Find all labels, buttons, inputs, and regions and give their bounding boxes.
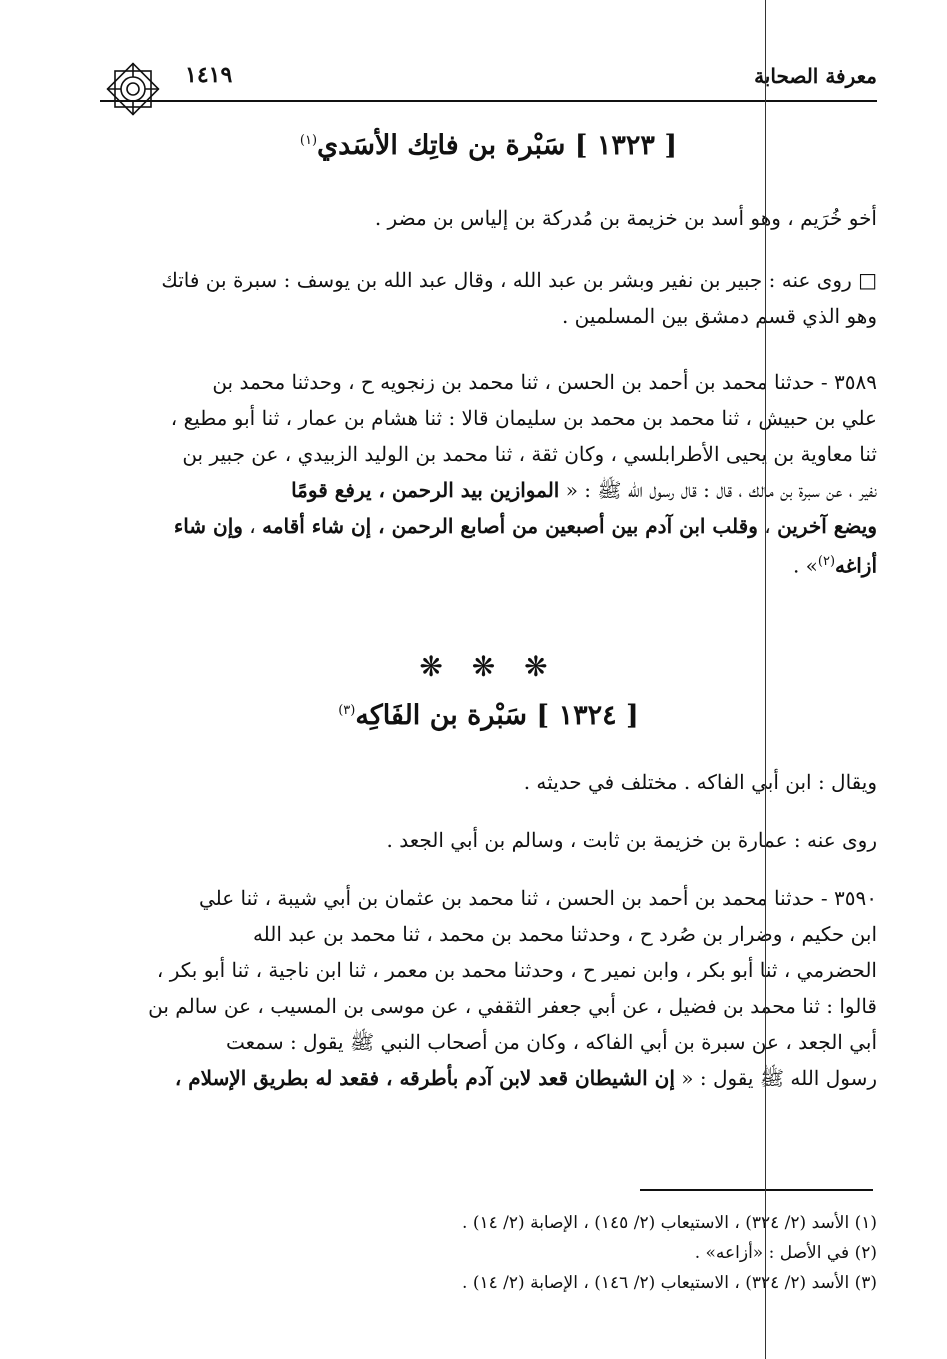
footnote-ref: (٣): [338, 703, 356, 718]
narrators-paragraph: [107, 822, 877, 858]
text-line: [107, 508, 877, 544]
section-separator: ❋ ❋ ❋: [419, 650, 558, 683]
text-span: ،: [757, 514, 778, 538]
hadith-text: أزاغه: [835, 553, 877, 578]
running-title: معرفة الصحابة: [754, 64, 877, 88]
footnote-2: (٢) في الأصل : «أزاعه» .: [694, 1243, 877, 1263]
text-line: وهو الذي قسم دمشق بين المسلمين .: [561, 304, 877, 328]
text-line: □ روى عنه : جبير بن نفير وبشر بن عبد الله ، وقال عبد الله بن يوسف : سبرة بن فاتك: [161, 268, 877, 292]
text-line: أبي الجعد ، عن سبرة بن أبي الفاكه ، وكان من أصحاب النبي ﷺ يقول : سمعت: [226, 1030, 877, 1054]
entry-title: [ ١٣٢٣ ] سَبْرة بن فاتِك الأسَدي: [317, 130, 678, 161]
text-line: [107, 1060, 877, 1096]
header-rule: [100, 100, 877, 102]
footnote-1: (١) الأسد (٢/ ٣٢٤) ، الاستيعاب (٢/ ١٤٥) ، الإصابة (٢/ ١٤) .: [462, 1213, 877, 1233]
hadith-3589: [107, 364, 877, 584]
scan-fold-line: [765, 0, 766, 1359]
entry-heading-1323: [100, 130, 877, 161]
hadith-3590: [107, 880, 877, 1096]
entry-heading-1324: [100, 700, 877, 731]
text-span: رسول الله ﷺ يقول : «: [674, 1066, 877, 1090]
hadith-text: وقلب ابن آدم بين أصبعين من أصابع الرحمن ، إن شاء أقامه: [262, 514, 758, 538]
footnote-rule: [640, 1189, 873, 1191]
text-span: نفير ، عن سبرة بن مالك ، قال : قال رسول الله ﷺ : «: [559, 478, 877, 502]
text-line: روى عنه : عمارة بن خزيمة بن ثابت ، وسالم بن أبي الجعد .: [386, 828, 877, 852]
text-line: ثنا معاوية بن يحيى الأطرابلسي ، وكان ثقة ، ثنا محمد بن الوليد الزبيدي ، عن جبير بن: [182, 442, 877, 466]
ornament-icon: [103, 59, 163, 119]
hadith-text: ويضع آخرين: [777, 514, 877, 538]
text-line: [107, 544, 877, 584]
text-line: أخو خُرَيم ، وهو أسد بن خزيمة بن مُدركة بن إلياس بن مضر .: [374, 206, 877, 230]
text-span: » .: [792, 553, 818, 578]
narrators-paragraph: [107, 262, 877, 334]
page-number: ١٤١٩: [185, 62, 233, 88]
text-line: ٣٥٩٠ - حدثنا محمد بن أحمد بن الحسن ، ثنا محمد بن عثمان بن أبي شيبة ، ثنا علي: [198, 886, 877, 910]
footnote-3: (٣) الأسد (٢/ ٣٢٤) ، الاستيعاب (٢/ ١٤٦) ، الإصابة (٢/ ١٤) .: [462, 1273, 877, 1293]
text-line: علي بن حبيش ، ثنا محمد بن محمد بن سليمان قالا : ثنا هشام بن عمار ، ثنا أبو مطيع ،: [170, 406, 877, 430]
text-span: ،: [242, 514, 263, 538]
entry-intro: [107, 764, 877, 800]
footnote-ref: (١): [299, 133, 318, 148]
text-line: ويقال : ابن أبي الفاكه . مختلف في حديثه .: [523, 770, 877, 794]
text-line: قالوا : ثنا محمد بن فضيل ، عن أبي جعفر الثقفي ، عن موسى بن المسيب ، عن سالم بن: [148, 994, 877, 1018]
hadith-text: إن الشيطان قعد لابن آدم بأطرقه ، فقعد له بطريق الإسلام ،: [174, 1066, 675, 1090]
page-header: [100, 58, 877, 94]
entry-intro: [107, 200, 877, 236]
text-line: ابن حكيم ، وضرار بن صُرد ح ، وحدثنا محمد بن محمد ، ثنا محمد بن عبد الله: [252, 922, 877, 946]
text-line: [107, 472, 877, 508]
entry-title: [ ١٣٢٤ ] سَبْرة بن الفَاكِه: [355, 700, 639, 731]
text-line: ٣٥٨٩ - حدثنا محمد بن أحمد بن الحسن ، ثنا محمد بن زنجويه ح ، وحدثنا محمد بن: [212, 370, 877, 394]
hadith-text: وإن شاء: [173, 514, 243, 538]
text-line: الحضرمي ، ثنا أبو بكر ، وابن نمير ح ، وحدثنا محمد بن معمر ، ثنا ابن ناجية ، ثنا أبو بكر ،: [156, 958, 877, 982]
footnote-ref: (٢): [817, 554, 836, 569]
hadith-text: الموازين بيد الرحمن ، يرفع قومًا: [291, 478, 560, 502]
